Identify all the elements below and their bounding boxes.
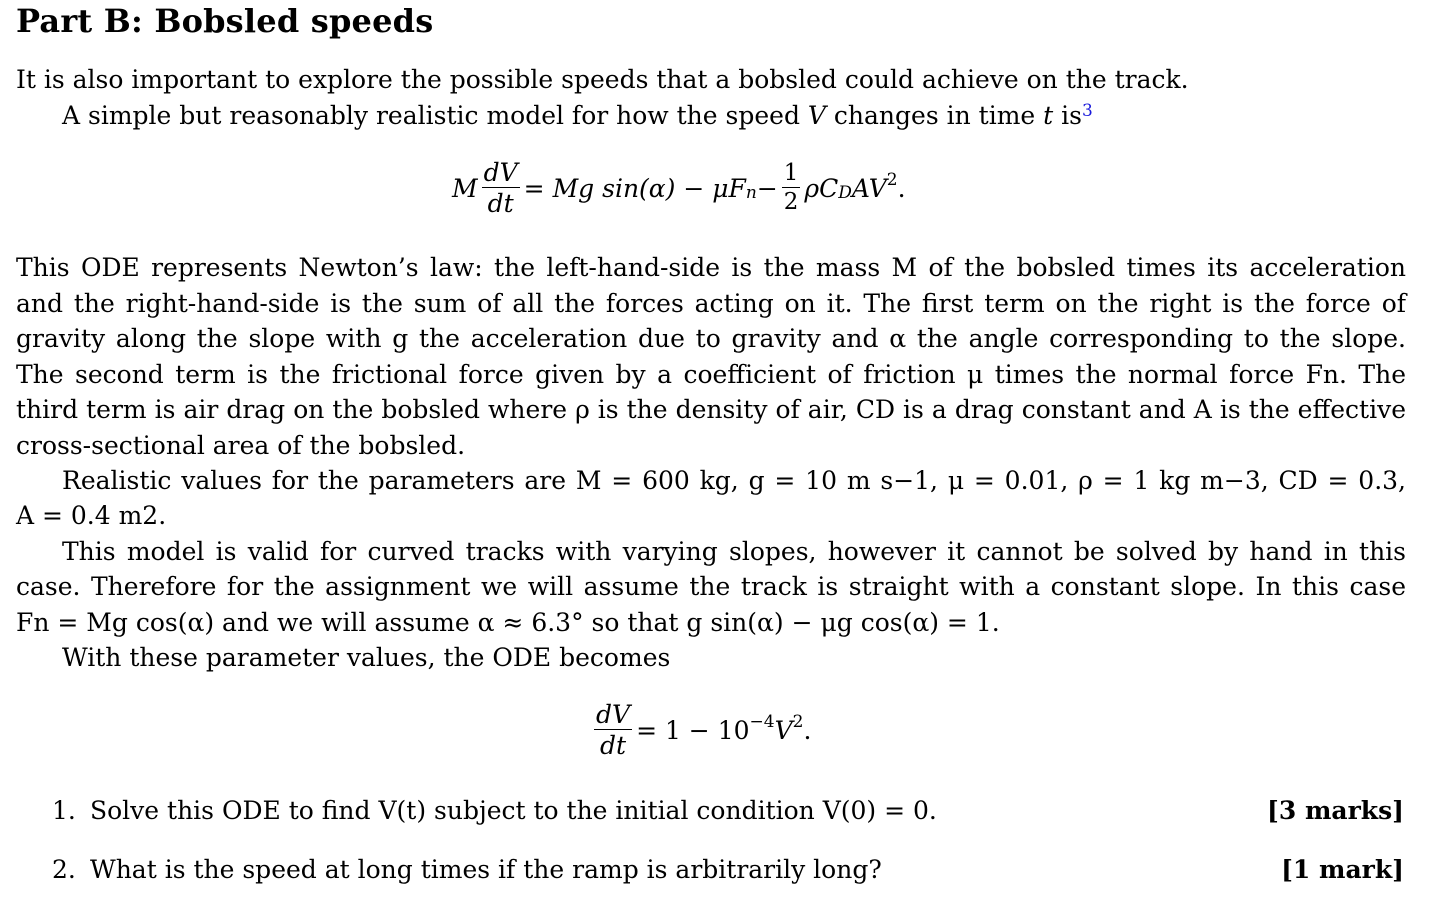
params-line-2: A = 0.4 m2. <box>16 501 167 530</box>
ode2-derivative-numerator: dV <box>596 700 631 729</box>
model-line <box>62 100 1406 130</box>
ode-m: M <box>452 173 478 203</box>
valid-line-3: Fn = Mg cos(α) and we will assume α ≈ 6.3° so that g sin(α) − μg cos(α) = 1. <box>16 608 1000 637</box>
question-2 <box>52 857 882 882</box>
ode-rhs-3: AV <box>851 173 887 203</box>
model-line-text: A simple but reasonably realistic model for how the speed <box>62 101 800 130</box>
para-line-5: third term is air drag on the bobsled where ρ is the density of air, CD is a drag constant and A is the effective <box>16 395 1406 424</box>
question-text: Solve this ODE to find V(t) subject to the initial condition V(0) = 0. <box>90 796 937 825</box>
ode-dot: . <box>897 173 906 203</box>
ode-minus: − <box>756 173 778 203</box>
para-line-2: and the right-hand-side is the sum of all the forces acting on it. The first term on the right is the force of <box>16 289 1406 318</box>
footnote-ref-link[interactable]: 3 <box>1081 100 1093 121</box>
ode2-derivative-denominator: dt <box>600 731 627 760</box>
para-line-3: gravity along the slope with g the acceleration due to gravity and α the angle corresponding to the slope. <box>16 324 1406 353</box>
ode-derivative-denominator: dt <box>487 189 514 218</box>
ode-half <box>782 162 801 214</box>
question-number: 2. <box>52 855 76 884</box>
ode2-v: V <box>774 715 793 745</box>
ode2-equation: $\frac{dV}{dt}$ = 1 − 10 $^{-4}$ V $^2$ . <box>596 700 812 760</box>
ode2-dot: . <box>803 715 812 745</box>
valid-line-2: case. Therefore for the assignment we will assume the track is straight with a constant slope. In this case <box>16 572 1406 601</box>
ode-equation: M $\frac{dV}{dt}$ = Mg sin(α) − μF $_n$ − $\frac{1}{2}$ ρC $_D$ AV $^2$ . <box>452 158 906 218</box>
question-number: 1. <box>52 796 76 825</box>
intro-line: It is also important to explore the possible speeds that a bobsled could achieve on the track. <box>16 65 1189 94</box>
ode-rhs-2: ρC <box>804 173 839 203</box>
para-line-6: cross-sectional area of the bobsled. <box>16 431 466 460</box>
ode-rhs-1: = Mg sin(α) − μF <box>523 173 746 203</box>
ode2-derivative <box>594 702 632 758</box>
question-1-marks: [3 marks] <box>1267 796 1404 825</box>
section-heading: Part B: Bobsled speeds <box>16 2 434 40</box>
valid-line-1: This model is valid for curved tracks with varying slopes, however it cannot be solved by hand in this <box>62 537 1406 566</box>
ode-derivative-numerator: dV <box>483 158 518 187</box>
question-text: What is the speed at long times if the ramp is arbitrarily long? <box>90 855 882 884</box>
ode-half-numerator: 1 <box>783 160 799 186</box>
var-v: V <box>807 101 826 130</box>
var-t: t <box>1043 101 1054 130</box>
para-line-4: The second term is the frictional force given by a coefficient of friction μ times the normal force Fn. The <box>16 360 1406 389</box>
params-line-1: Realistic values for the parameters are M = 600 kg, g = 10 m s−1, μ = 0.01, ρ = 1 kg m−3, CD = 0.3, <box>62 466 1406 495</box>
becomes-line: With these parameter values, the ODE becomes <box>62 643 671 672</box>
model-line-end: is <box>1061 101 1082 130</box>
ode2-rhs: = 1 − 10 <box>636 715 750 745</box>
ode-half-denominator: 2 <box>783 189 799 215</box>
question-1 <box>52 798 937 823</box>
question-2-marks: [1 mark] <box>1281 855 1404 884</box>
ode-derivative <box>482 160 520 216</box>
para-line-1: This ODE represents Newton’s law: the left-hand-side is the mass M of the bobsled times its acceleration <box>16 253 1406 282</box>
model-line-mid: changes in time <box>833 101 1036 130</box>
